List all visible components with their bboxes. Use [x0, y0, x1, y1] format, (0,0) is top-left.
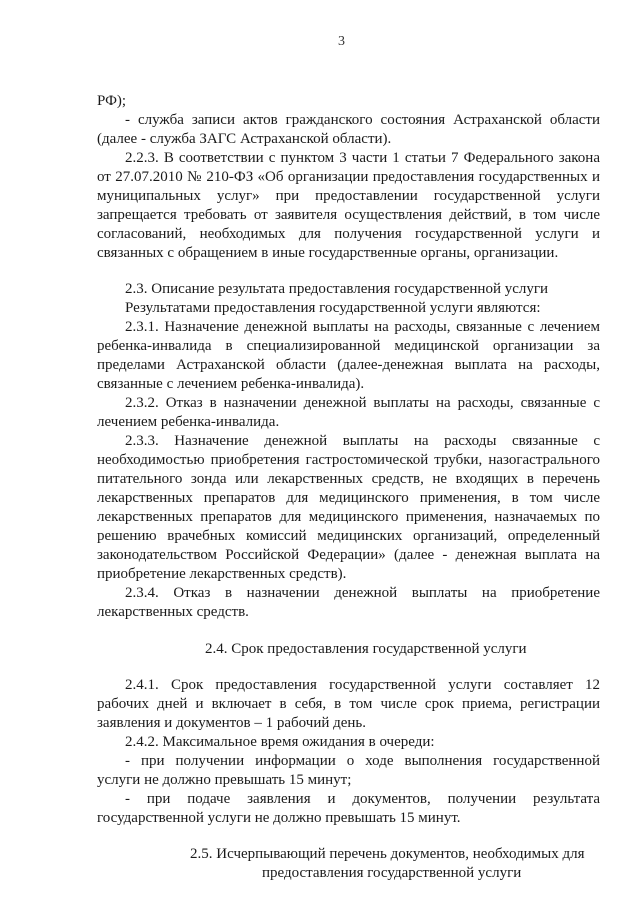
text-line: 2.4.2. Максимальное время ожидания в очереди: [125, 734, 435, 750]
text-line: (далее - служба ЗАГС Астраханской области). [97, 131, 392, 147]
text-line: 2.4.1. Срок предоставления государственной услуги составляет 12 [125, 677, 600, 693]
text-line: ребенка-инвалида в специализированной медицинской организации за [97, 338, 600, 354]
section-heading: предоставления государственной услуги [262, 865, 522, 881]
text-line: - служба записи актов гражданского состояния Астраханской области [125, 112, 600, 128]
text-line: питательного зонда или лекарственных средств, не входящих в перечень [97, 471, 600, 487]
text-line: связанных с обращением в иные государственные органы, организации. [97, 245, 559, 261]
text-line: необходимостью приобретения гастростомической трубки, назогастрального [97, 452, 600, 468]
text-line: от 27.07.2010 № 210-ФЗ «Об организации предоставления государственных и [97, 169, 600, 185]
section-heading: 2.4. Срок предоставления государственной услуги [205, 641, 527, 657]
text-line: лекарственных препаратов для медицинского применения, назначаемых по [97, 509, 600, 525]
text-line: Результатами предоставления государственной услуги являются: [125, 300, 541, 316]
text-line: 2.3.3. Назначение денежной выплаты на расходы связанные с [125, 433, 600, 449]
text-line: решению врачебных комиссий медицинских организаций, определенный [97, 528, 600, 544]
text-line: заявления и документов – 1 рабочий день. [97, 715, 367, 731]
text-line: приобретение лекарственных средств). [97, 566, 347, 582]
text-line: - при получении информации о ходе выполнения государственной [125, 753, 600, 769]
text-line: законодательством Российской Федерации» (далее - денежная выплата на [97, 547, 600, 563]
text-line: 2.2.3. В соответствии с пунктом 3 части 1 статьи 7 Федерального закона [125, 150, 600, 166]
text-line: 2.3.4. Отказ в назначении денежной выплаты на приобретение [125, 585, 600, 601]
text-line: лекарственных средств. [97, 604, 249, 620]
text-line: 2.3.1. Назначение денежной выплаты на расходы, связанные с лечением [125, 319, 600, 335]
text-line: РФ); [97, 93, 127, 109]
text-line: услуги не должно превышать 15 минут; [97, 772, 352, 788]
text-line: государственной услуги не должно превышать 15 минут. [97, 810, 461, 826]
text-line: - при подаче заявления и документов, получении результата [125, 791, 600, 807]
text-line: согласований, необходимых для получения государственной услуги и [97, 226, 600, 242]
text-line: 2.3.2. Отказ в назначении денежной выплаты на расходы, связанные с [125, 395, 600, 411]
text-line: лечением ребенка-инвалида. [97, 414, 280, 430]
section-heading: 2.5. Исчерпывающий перечень документов, необходимых для [190, 846, 585, 862]
text-line: запрещается требовать от заявителя осуществления действий, в том числе [97, 207, 600, 223]
text-line: рабочих дней и включает в себя, в том числе срок приема, регистрации [97, 696, 600, 712]
text-line: связанные с лечением ребенка-инвалида). [97, 376, 365, 392]
section-heading: 2.3. Описание результата предоставления государственной услуги [125, 281, 549, 297]
text-line: лекарственных препаратов для медицинского применения, в том числе [97, 490, 600, 506]
text-line: пределами Астраханской области (далее-денежная выплата на расходы, [97, 357, 600, 373]
page-number: 3 [338, 34, 345, 49]
text-line: муниципальных услуг» при предоставлении государственной услуги [97, 188, 600, 204]
